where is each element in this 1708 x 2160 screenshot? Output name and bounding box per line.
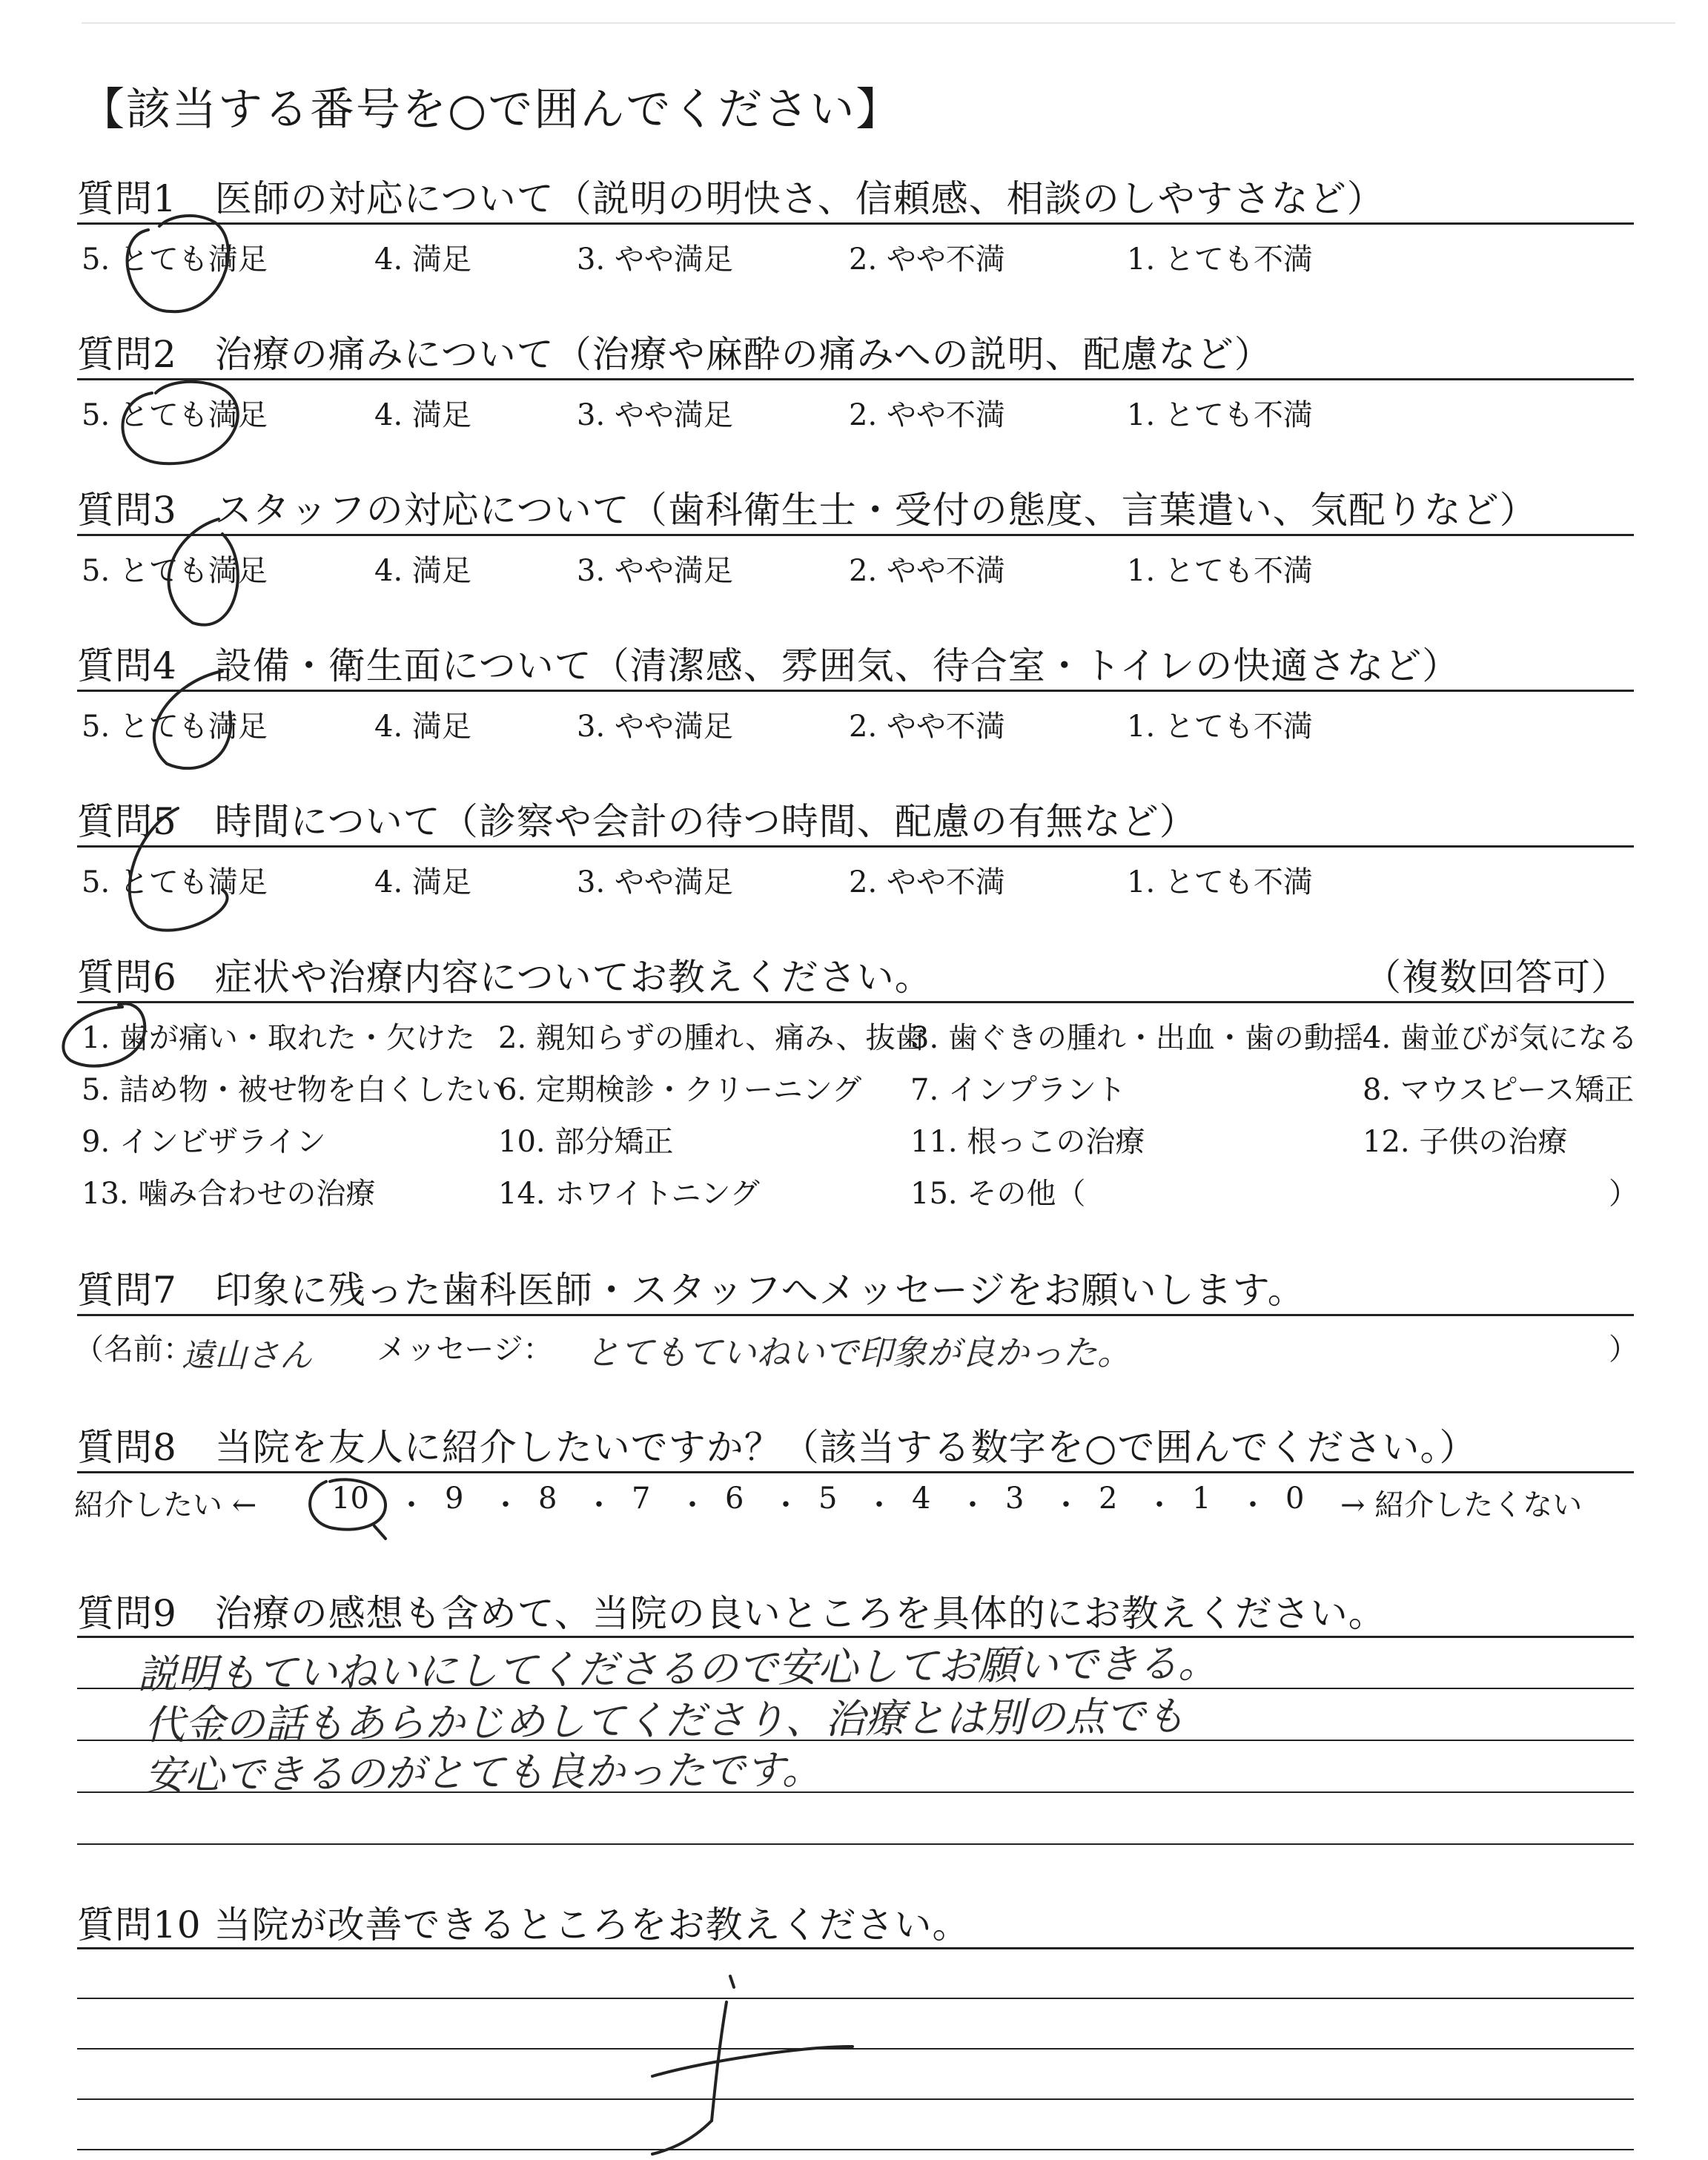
option-1[interactable]: 1. とても不満 <box>1127 710 1313 744</box>
option-3[interactable]: 3. やや満足 <box>577 554 733 588</box>
scale-separator: ・ <box>1238 1488 1268 1522</box>
message-handwriting[interactable]: とてもていねいで印象が良かった。 <box>586 1332 1131 1373</box>
scale-5[interactable]: 5 <box>818 1482 838 1516</box>
option-1[interactable]: 1. とても不満 <box>1127 554 1313 588</box>
option-1[interactable]: 1. とても不満 <box>1127 865 1313 899</box>
selection-circle <box>63 1004 145 1066</box>
symptom-option[interactable]: 6. 定期検診・クリーニング <box>498 1073 862 1107</box>
selection-circle <box>128 216 228 311</box>
scale-10[interactable]: 10 <box>331 1482 369 1516</box>
multiple-answer-note: （複数回答可） <box>1364 956 1629 999</box>
option-5[interactable]: 5. とても満足 <box>82 710 268 744</box>
question-title: 質問3 スタッフの対応について（歯科衛生士・受付の態度、言葉遣い、気配りなど） <box>77 489 1537 532</box>
scale-6[interactable]: 6 <box>725 1482 744 1516</box>
selection-circle <box>130 808 228 931</box>
symptom-option[interactable]: 3. 歯ぐきの腫れ・出血・歯の動揺 <box>910 1021 1363 1055</box>
symptom-option[interactable]: 4. 歯並びが気になる <box>1363 1021 1638 1055</box>
scale-separator: ・ <box>958 1488 987 1522</box>
symptom-option[interactable]: 14. ホワイトニング <box>498 1177 760 1211</box>
answer-handwriting-line[interactable]: 安心できるのがとても良かったです。 <box>144 1746 822 1799</box>
option-1[interactable]: 1. とても不満 <box>1127 398 1313 432</box>
option-1[interactable]: 1. とても不満 <box>1127 242 1313 277</box>
scale-separator: ・ <box>491 1488 520 1522</box>
scale-0[interactable]: 0 <box>1285 1482 1305 1516</box>
question-title: 質問1 医師の対応について（説明の明快さ、信頼感、相談のしやすさなど） <box>77 177 1385 220</box>
scale-separator: ・ <box>1145 1488 1174 1522</box>
scale-3[interactable]: 3 <box>1005 1482 1025 1516</box>
scale-separator: ・ <box>678 1488 707 1522</box>
symptom-option[interactable]: 9. インビザライン <box>82 1125 326 1159</box>
question-title: 質問7 印象に残った歯科医師・スタッフへメッセージをお願いします。 <box>77 1269 1305 1312</box>
symptom-option[interactable]: 5. 詰め物・被せ物を白くしたい <box>82 1073 505 1107</box>
option-3[interactable]: 3. やや満足 <box>577 710 733 744</box>
question-title: 質問9 治療の感想も含めて、当院の良いところを具体的にお教えください。 <box>77 1592 1386 1635</box>
symptom-option[interactable]: 2. 親知らずの腫れ、痛み、抜歯 <box>498 1021 925 1055</box>
option-3[interactable]: 3. やや満足 <box>577 242 733 277</box>
form-instruction: 【該当する番号を○で囲んでください】 <box>80 84 902 136</box>
option-5[interactable]: 5. とても満足 <box>82 242 268 277</box>
selection-circle <box>310 1479 385 1529</box>
question-title: 質問2 治療の痛みについて（治療や麻酔の痛みへの説明、配慮など） <box>77 333 1272 376</box>
symptom-option[interactable]: 1. 歯が痛い・取れた・欠けた <box>82 1021 475 1055</box>
option-5[interactable]: 5. とても満足 <box>82 398 268 432</box>
scale-separator: ・ <box>397 1488 426 1522</box>
other-close-paren: ） <box>1609 1177 1638 1211</box>
option-2[interactable]: 2. やや不満 <box>849 865 1005 899</box>
option-4[interactable]: 4. 満足 <box>374 398 471 432</box>
option-4[interactable]: 4. 満足 <box>374 554 471 588</box>
question-title: 質問6 症状や治療内容についてお教えください。 <box>77 956 933 999</box>
scale-separator: ・ <box>864 1488 894 1522</box>
option-4[interactable]: 4. 満足 <box>374 710 471 744</box>
option-2[interactable]: 2. やや不満 <box>849 398 1005 432</box>
question-title: 質問10 当院が改善できるところをお教えください。 <box>77 1903 970 1946</box>
selection-circle <box>169 519 238 625</box>
recommend-right-label: → 紹介したくない <box>1340 1488 1583 1522</box>
symptom-option[interactable]: 13. 噛み合わせの治療 <box>82 1177 376 1211</box>
scale-1[interactable]: 1 <box>1192 1482 1211 1516</box>
option-4[interactable]: 4. 満足 <box>374 865 471 899</box>
selection-circle-tail <box>374 1526 385 1539</box>
scale-separator: ・ <box>584 1488 614 1522</box>
answer-handwriting-line[interactable]: 代金の話もあらかじめしてくださり、治療とは別の点でも <box>144 1692 1186 1749</box>
option-5[interactable]: 5. とても満足 <box>82 865 268 899</box>
symptom-option[interactable]: 11. 根っこの治療 <box>910 1125 1145 1159</box>
message-label: メッセージ： <box>377 1332 553 1367</box>
scale-2[interactable]: 2 <box>1099 1482 1118 1516</box>
scale-separator: ・ <box>1051 1488 1081 1522</box>
question-title: 質問4 設備・衛生面について（清潔感、雰囲気、待合室・トイレの快適さなど） <box>77 644 1460 687</box>
name-label: （名前： <box>74 1332 193 1367</box>
symptom-option[interactable]: 10. 部分矯正 <box>498 1125 674 1159</box>
message-close-paren: ） <box>1609 1332 1638 1367</box>
scale-4[interactable]: 4 <box>912 1482 931 1516</box>
scale-7[interactable]: 7 <box>632 1482 651 1516</box>
recommend-left-label: 紹介したい ← <box>74 1488 257 1522</box>
scale-separator: ・ <box>771 1488 801 1522</box>
selection-circle <box>154 671 231 768</box>
symptom-option[interactable]: 8. マウスピース矯正 <box>1363 1073 1635 1107</box>
question-title: 質問5 時間について（診察や会計の待つ時間、配慮の有無など） <box>77 800 1197 843</box>
question-title: 質問8 当院を友人に紹介したいですか？（該当する数字を○で囲んでください。） <box>77 1426 1477 1469</box>
none-slash-mark <box>652 1976 853 2154</box>
option-2[interactable]: 2. やや不満 <box>849 242 1005 277</box>
option-2[interactable]: 2. やや不満 <box>849 554 1005 588</box>
option-3[interactable]: 3. やや満足 <box>577 398 733 432</box>
name-handwriting[interactable]: 遠山さん <box>182 1337 312 1375</box>
option-5[interactable]: 5. とても満足 <box>82 554 268 588</box>
symptom-option[interactable]: 12. 子供の治療 <box>1363 1125 1568 1159</box>
option-2[interactable]: 2. やや不満 <box>849 710 1005 744</box>
option-4[interactable]: 4. 満足 <box>374 242 471 277</box>
option-3[interactable]: 3. やや満足 <box>577 865 733 899</box>
symptom-option[interactable]: 15. その他（ <box>910 1177 1086 1211</box>
symptom-option[interactable]: 7. インプラント <box>910 1073 1126 1107</box>
scale-8[interactable]: 8 <box>538 1482 557 1516</box>
selection-circle <box>122 382 237 463</box>
scale-9[interactable]: 9 <box>445 1482 464 1516</box>
answer-handwriting-line[interactable]: 説明もていねいにしてくださるので安心してお願いできる。 <box>136 1639 1219 1698</box>
